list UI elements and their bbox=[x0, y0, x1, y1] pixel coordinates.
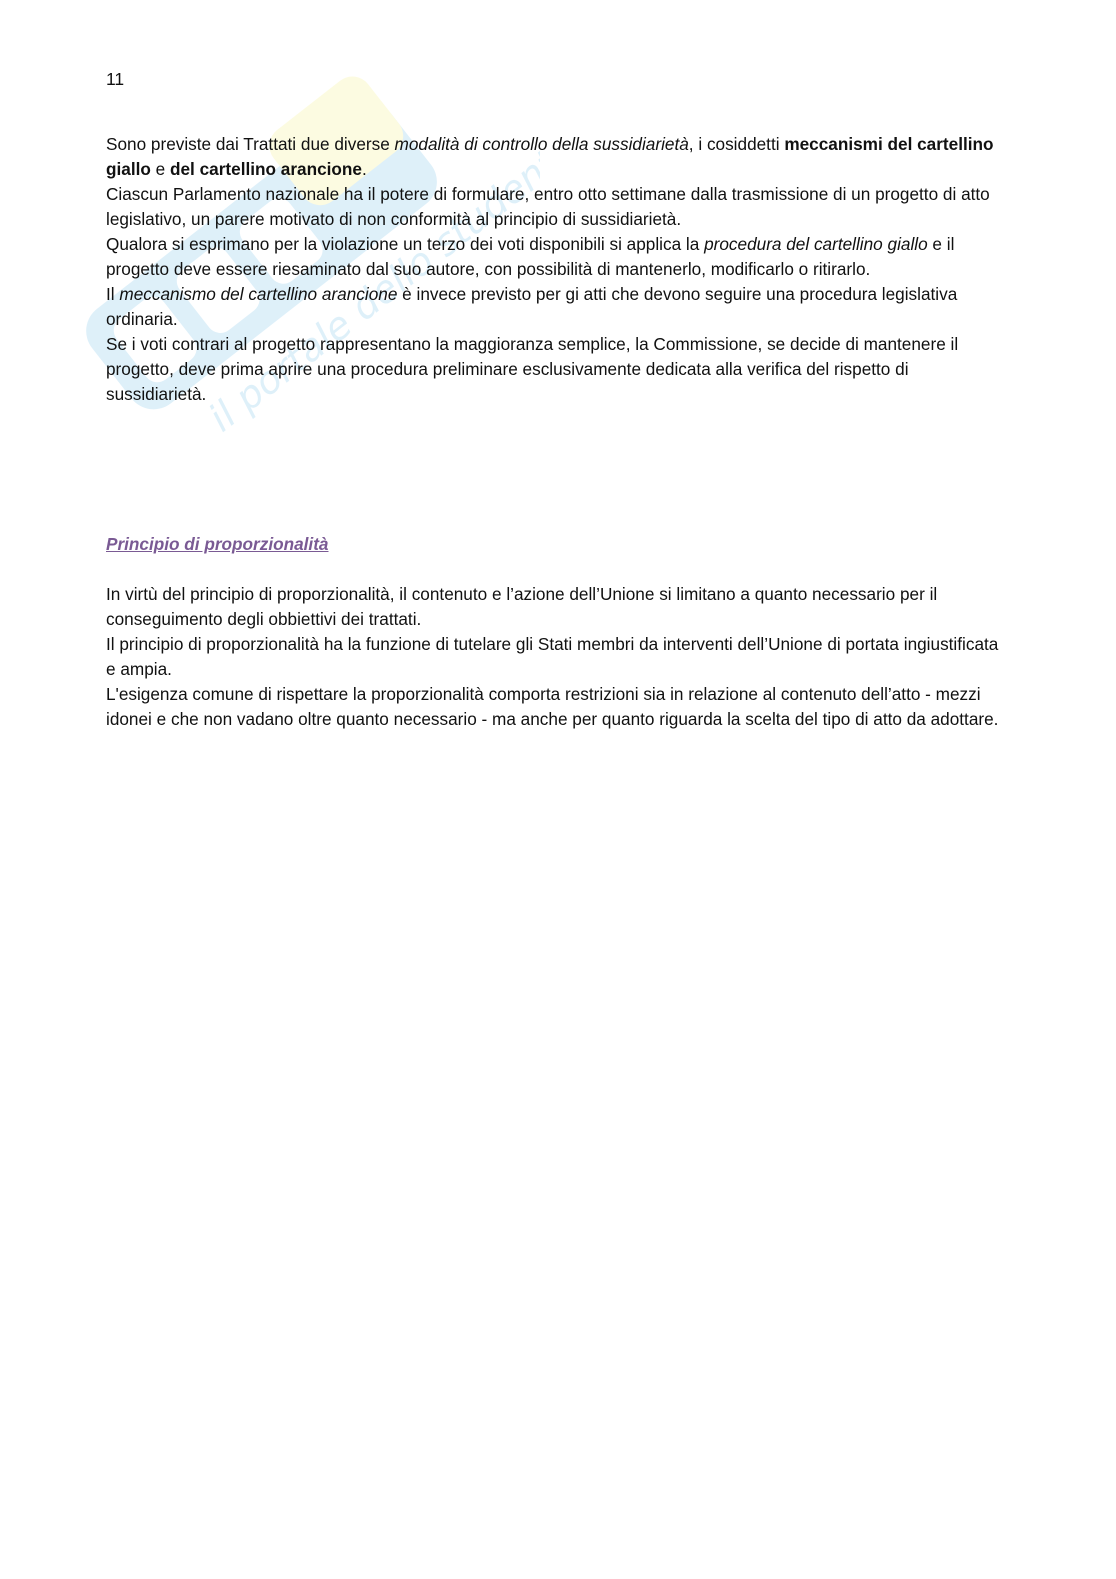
paragraph-proportionality-function: Il principio di proporzionalità ha la funzione di tutelare gli Stati membri da interventi dell’Unione di portata ingiustificata e ampia. bbox=[106, 634, 999, 679]
proportionality-heading-block bbox=[106, 532, 1006, 557]
paragraph-proportionality-requirement: L'esigenza comune di rispettare la proporzionalità comporta restrizioni sia in relazione al contenuto dell’atto - mezzi idonei e che non vadano oltre quanto necessario - ma anche per quanto riguarda la scelta del tipo di atto da adottare. bbox=[106, 684, 999, 729]
paragraph-yellow-card: Qualora si esprimano per la violazione un terzo dei voti disponibili si applica la procedura del cartellino giallo e il progetto deve essere riesaminato dal suo autore, con possibilità di mantenerlo, modificarlo o ritirarlo. bbox=[106, 234, 955, 279]
proportionality-section bbox=[106, 582, 1006, 732]
paragraph-control-mechanisms: Sono previste dai Trattati due diverse modalità di controllo della sussidiarietà, i cosiddetti meccanismi del cartellino giallo e del cartellino arancione. bbox=[106, 134, 994, 179]
subsidiarity-control-section bbox=[106, 132, 1006, 407]
paragraph-national-parliament: Ciascun Parlamento nazionale ha il potere di formulare, entro otto settimane dalla trasmissione di un progetto di atto legislativo, un parere motivato di non conformità al principio di sussidiarietà. bbox=[106, 184, 990, 229]
paragraph-proportionality-definition: In virtù del principio di proporzionalità, il contenuto e l’azione dell’Unione si limitano a quanto necessario per il conseguimento degli obbiettivi dei trattati. bbox=[106, 584, 938, 629]
section-heading-proportionality: Principio di proporzionalità bbox=[106, 534, 329, 554]
paragraph-simple-majority: Se i voti contrari al progetto rappresentano la maggioranza semplice, la Commissione, se decide di mantenere il progetto, deve prima aprire una procedura preliminare esclusivamente dedicata alla verifica del rispetto di sussidiarietà. bbox=[106, 334, 959, 404]
paragraph-orange-card: Il meccanismo del cartellino arancione è invece previsto per gi atti che devono seguire una procedura legislativa ordinaria. bbox=[106, 284, 958, 329]
watermark-text: il portale dello studente bbox=[200, 126, 540, 441]
page-number: 11 bbox=[106, 69, 125, 89]
